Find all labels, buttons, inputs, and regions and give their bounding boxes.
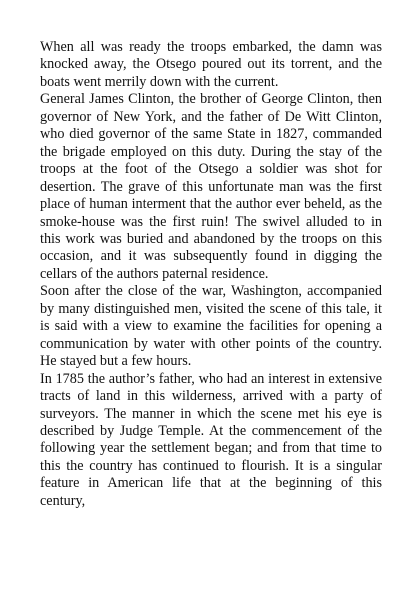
paragraph-2: General James Clinton, the brother of George Clinton, then governor of New York, and the father of De Witt Clinton, who died governor of the same State in 1827, commanded the brigade employed on this duty. During the stay of the troops at the foot of the Otsego a soldier was shot for desertion. The grave of this unfortunate man was the first place of human interment that the author ever beheld, as the smoke-house was the first ruin! The swivel alluded to in this work was buried and abandoned by the troops on this occasion, and it was subsequently found in digging the cellars of the authors paternal residence. (40, 91, 382, 282)
paragraph-1: When all was ready the troops embarked, the damn was knocked away, the Otsego poured out its torrent, and the boats went merrily down with the current. (40, 39, 382, 90)
paragraph-3: Soon after the close of the war, Washington, accompanied by many distinguished men, visited the scene of this tale, it is said with a view to examine the facilities for opening a communication by water with other points of the country. He stayed but a few hours. (40, 283, 382, 370)
page-text-block (40, 39, 382, 510)
paragraph-4: In 1785 the author’s father, who had an interest in extensive tracts of land in this wilderness, arrived with a party of surveyors. The manner in which the scene met his eye is described by Judge Temple. At the commencement of the following year the settlement began; and from that time to this the country has continued to flourish. It is a singular feature in American life that at the beginning of this century, (40, 370, 382, 509)
